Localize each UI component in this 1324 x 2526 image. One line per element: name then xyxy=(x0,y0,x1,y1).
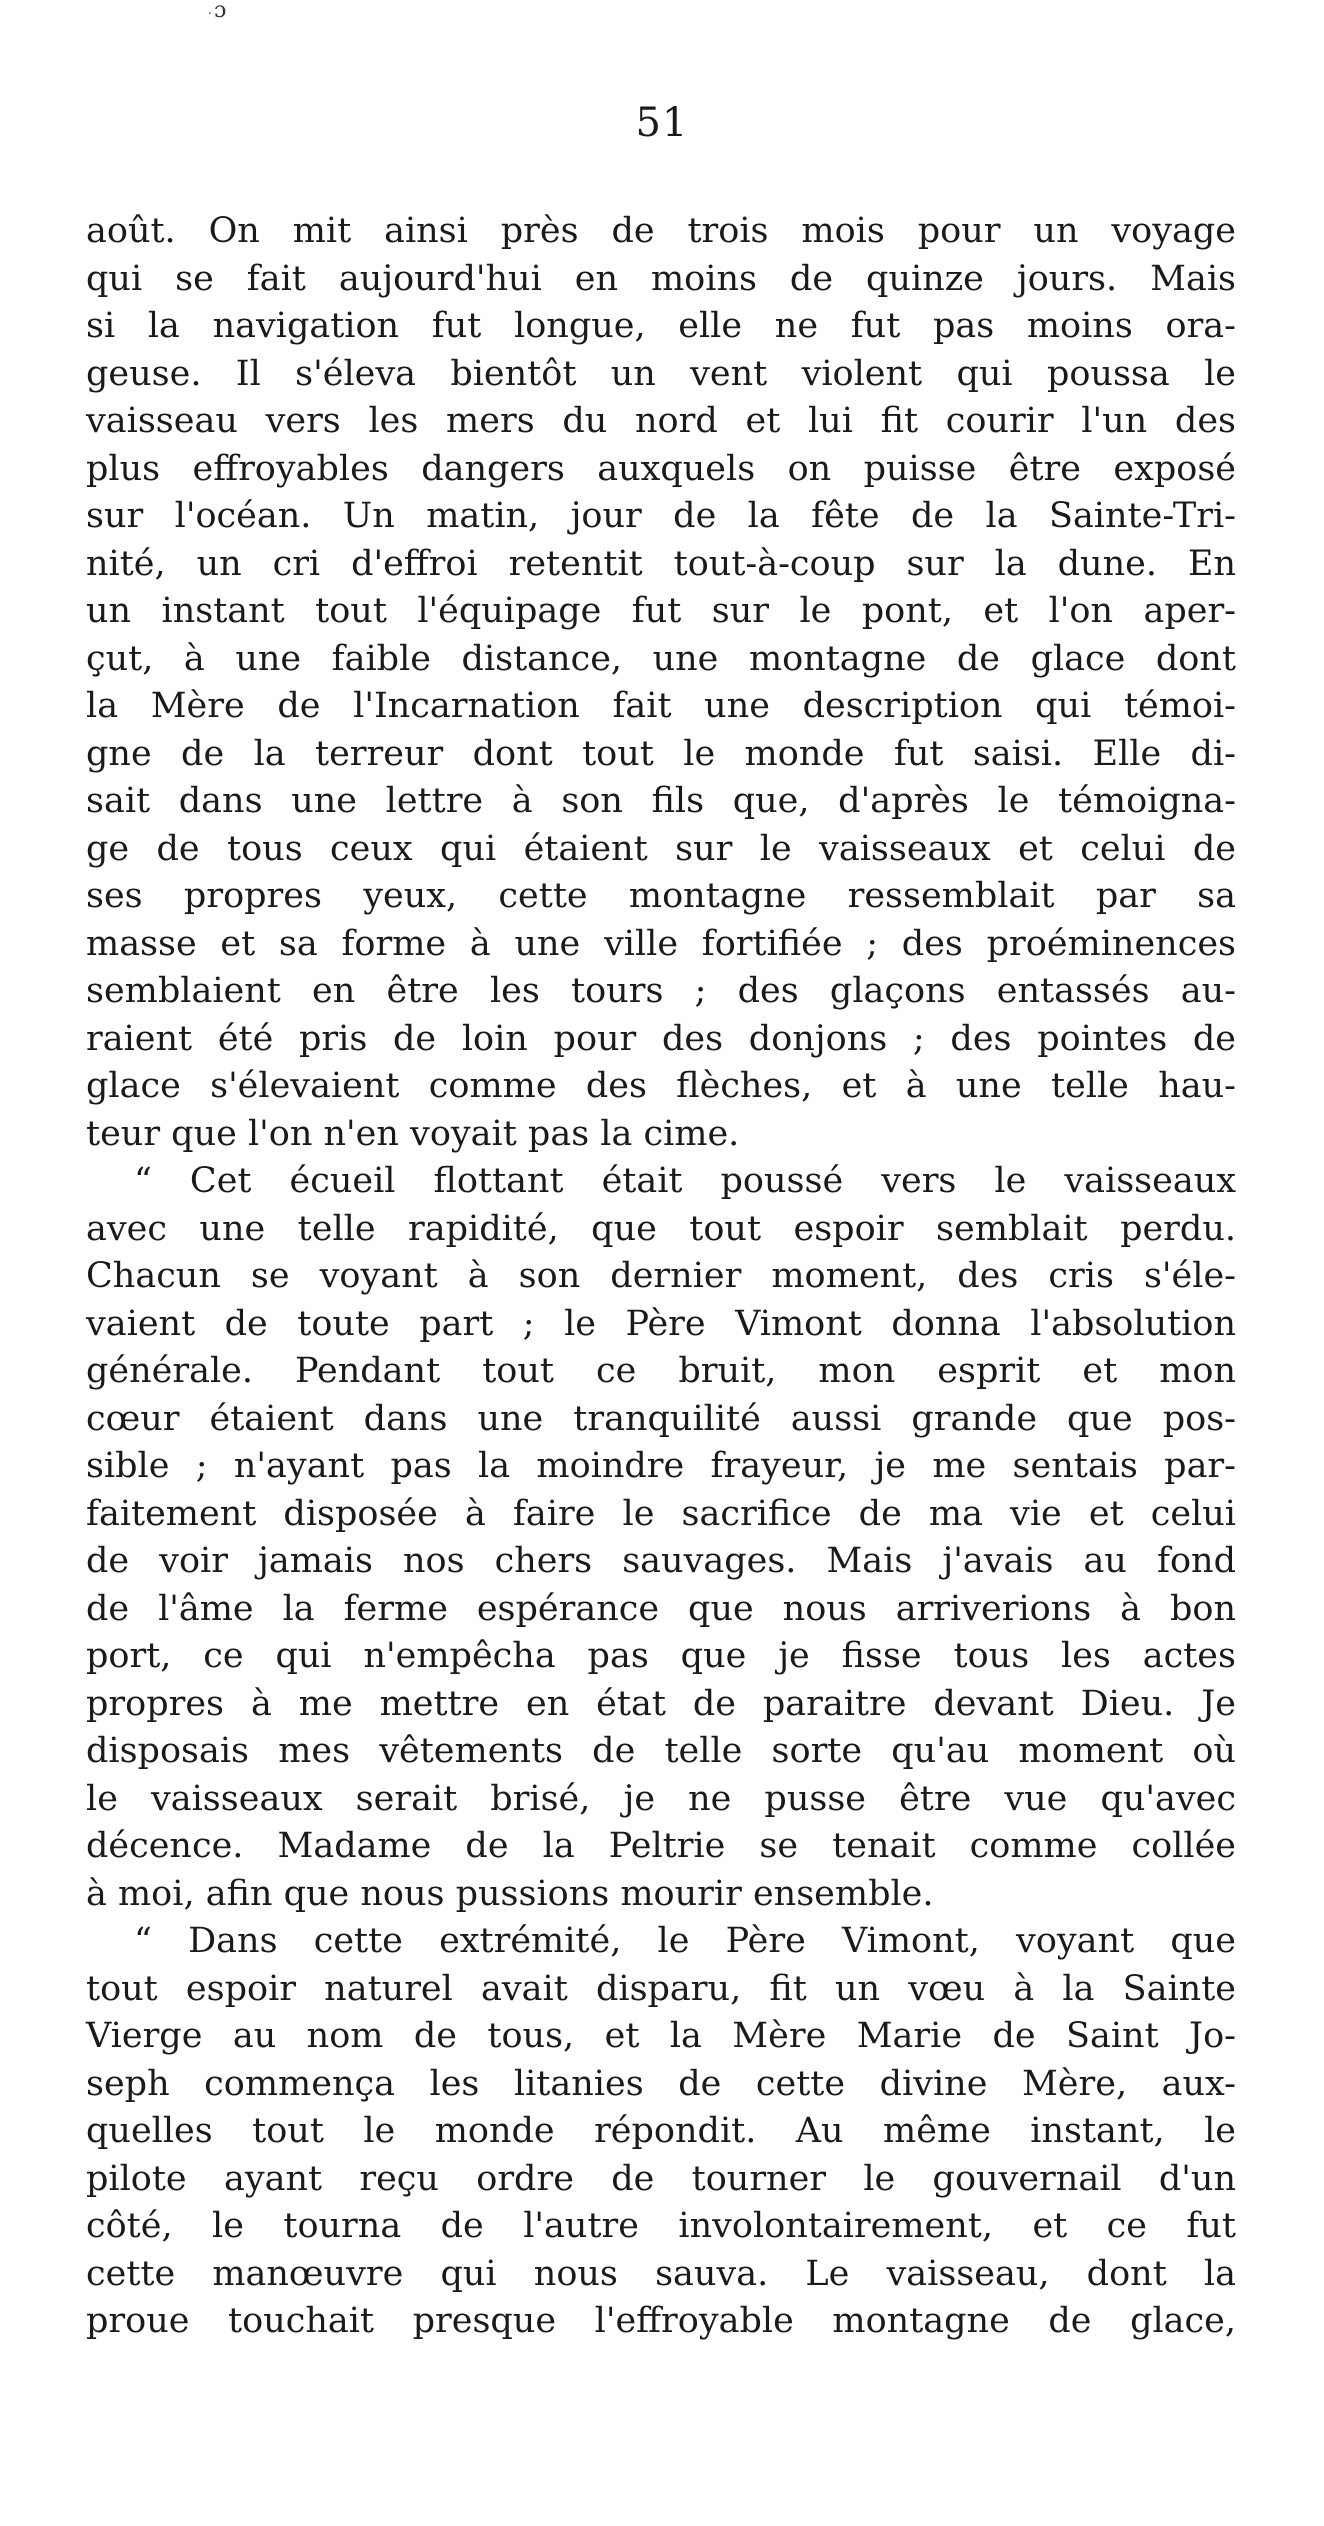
text-line: sible ; n'ayant pas la moindre frayeur, je me sentais par- xyxy=(86,1446,1236,1486)
text-line: vaient de toute part ; le Père Vimont donna l'absolution xyxy=(86,1303,1236,1344)
page-number: 51 xyxy=(635,100,689,146)
text-line: de voir jamais nos chers sauvages. Mais j'avais au fond xyxy=(86,1541,1236,1581)
text-line: la Mère de l'Incarnation fait une description qui témoi- xyxy=(86,686,1236,726)
text-line: qui se fait aujourd'hui en moins de quinze jours. Mais xyxy=(86,258,1236,299)
text-line: masse et sa forme à une ville fortifiée ; des proéminences xyxy=(86,923,1236,964)
text-line: geuse. Il s'éleva bientôt un vent violent qui poussa le xyxy=(86,353,1236,394)
text-line: gne de la terreur dont tout le monde fut saisi. Elle di- xyxy=(86,733,1236,774)
text-line: “ Cet écueil flottant était poussé vers le vaisseaux xyxy=(134,1161,1236,1201)
text-line: cette manœuvre qui nous sauva. Le vaisseau, dont la xyxy=(86,2253,1236,2294)
corner-dot: . xyxy=(208,3,212,17)
text-line: nité, un cri d'effroi retentit tout-à-coup sur la dune. En xyxy=(86,543,1236,584)
text-line: cœur étaient dans une tranquilité aussi grande que pos- xyxy=(86,1398,1236,1439)
text-line: côté, le tourna de l'autre involontairement, et ce fut xyxy=(86,2206,1236,2246)
text-line: août. On mit ainsi près de trois mois pour un voyage xyxy=(86,211,1236,251)
text-line: semblaient en être les tours ; des glaçons entassés au- xyxy=(86,971,1236,1011)
text-line: glace s'élevaient comme des flèches, et à une telle hau- xyxy=(86,1066,1236,1106)
text-line: ge de tous ceux qui étaient sur le vaisseaux et celui de xyxy=(86,828,1236,869)
text-line: décence. Madame de la Peltrie se tenait comme collée xyxy=(86,1826,1236,1866)
text-line: ses propres yeux, cette montagne ressemblait par sa xyxy=(86,876,1236,916)
text-line: avec une telle rapidité, que tout espoir semblait perdu. xyxy=(86,1208,1236,1249)
corner-mark: ɔ xyxy=(214,0,227,23)
text-line: Vierge au nom de tous, et la Mère Marie de Saint Jo- xyxy=(86,2016,1236,2056)
text-line: raient été pris de loin pour des donjons ; des pointes de xyxy=(86,1018,1236,1059)
text-line: à moi, afin que nous pussions mourir ensemble. xyxy=(86,1873,934,1914)
text-line: vaisseau vers les mers du nord et lui fit courir l'un des xyxy=(86,401,1236,441)
text-line: tout espoir naturel avait disparu, fit un vœu à la Sainte xyxy=(86,1968,1236,2009)
text-line: seph commença les litanies de cette divine Mère, aux- xyxy=(86,2063,1236,2104)
text-line: si la navigation fut longue, elle ne fut pas moins ora- xyxy=(86,306,1236,346)
text-line: disposais mes vêtements de telle sorte qu'au moment où xyxy=(86,1731,1236,1771)
text-line: çut, à une faible distance, une montagne de glace dont xyxy=(86,638,1236,679)
text-line: pilote ayant reçu ordre de tourner le gouvernail d'un xyxy=(86,2158,1236,2199)
text-line: Chacun se voyant à son dernier moment, des cris s'éle- xyxy=(86,1256,1236,1296)
text-line: sur l'océan. Un matin, jour de la fête de la Sainte-Tri- xyxy=(86,496,1236,536)
body-text xyxy=(86,208,1236,2346)
text-line: “ Dans cette extrémité, le Père Vimont, voyant que xyxy=(134,1921,1236,1961)
text-line: plus effroyables dangers auxquels on puisse être exposé xyxy=(86,448,1236,489)
text-line: générale. Pendant tout ce bruit, mon esprit et mon xyxy=(86,1351,1236,1391)
text-line: de l'âme la ferme espérance que nous arriverions à bon xyxy=(86,1588,1236,1629)
text-line: proue touchait presque l'effroyable montagne de glace, xyxy=(86,2301,1236,2341)
text-line: un instant tout l'équipage fut sur le pont, et l'on aper- xyxy=(86,591,1236,631)
text-line: teur que l'on n'en voyait pas la cime. xyxy=(86,1113,740,1154)
text-line: propres à me mettre en état de paraitre devant Dieu. Je xyxy=(86,1683,1236,1724)
text-line: faitement disposée à faire le sacrifice de ma vie et celui xyxy=(86,1493,1236,1534)
text-line: port, ce qui n'empêcha pas que je fisse tous les actes xyxy=(86,1636,1236,1676)
text-line: sait dans une lettre à son fils que, d'après le témoigna- xyxy=(86,781,1236,821)
text-line: quelles tout le monde répondit. Au même instant, le xyxy=(86,2111,1236,2151)
text-line: le vaisseaux serait brisé, je ne pusse être vue qu'avec xyxy=(86,1778,1236,1819)
